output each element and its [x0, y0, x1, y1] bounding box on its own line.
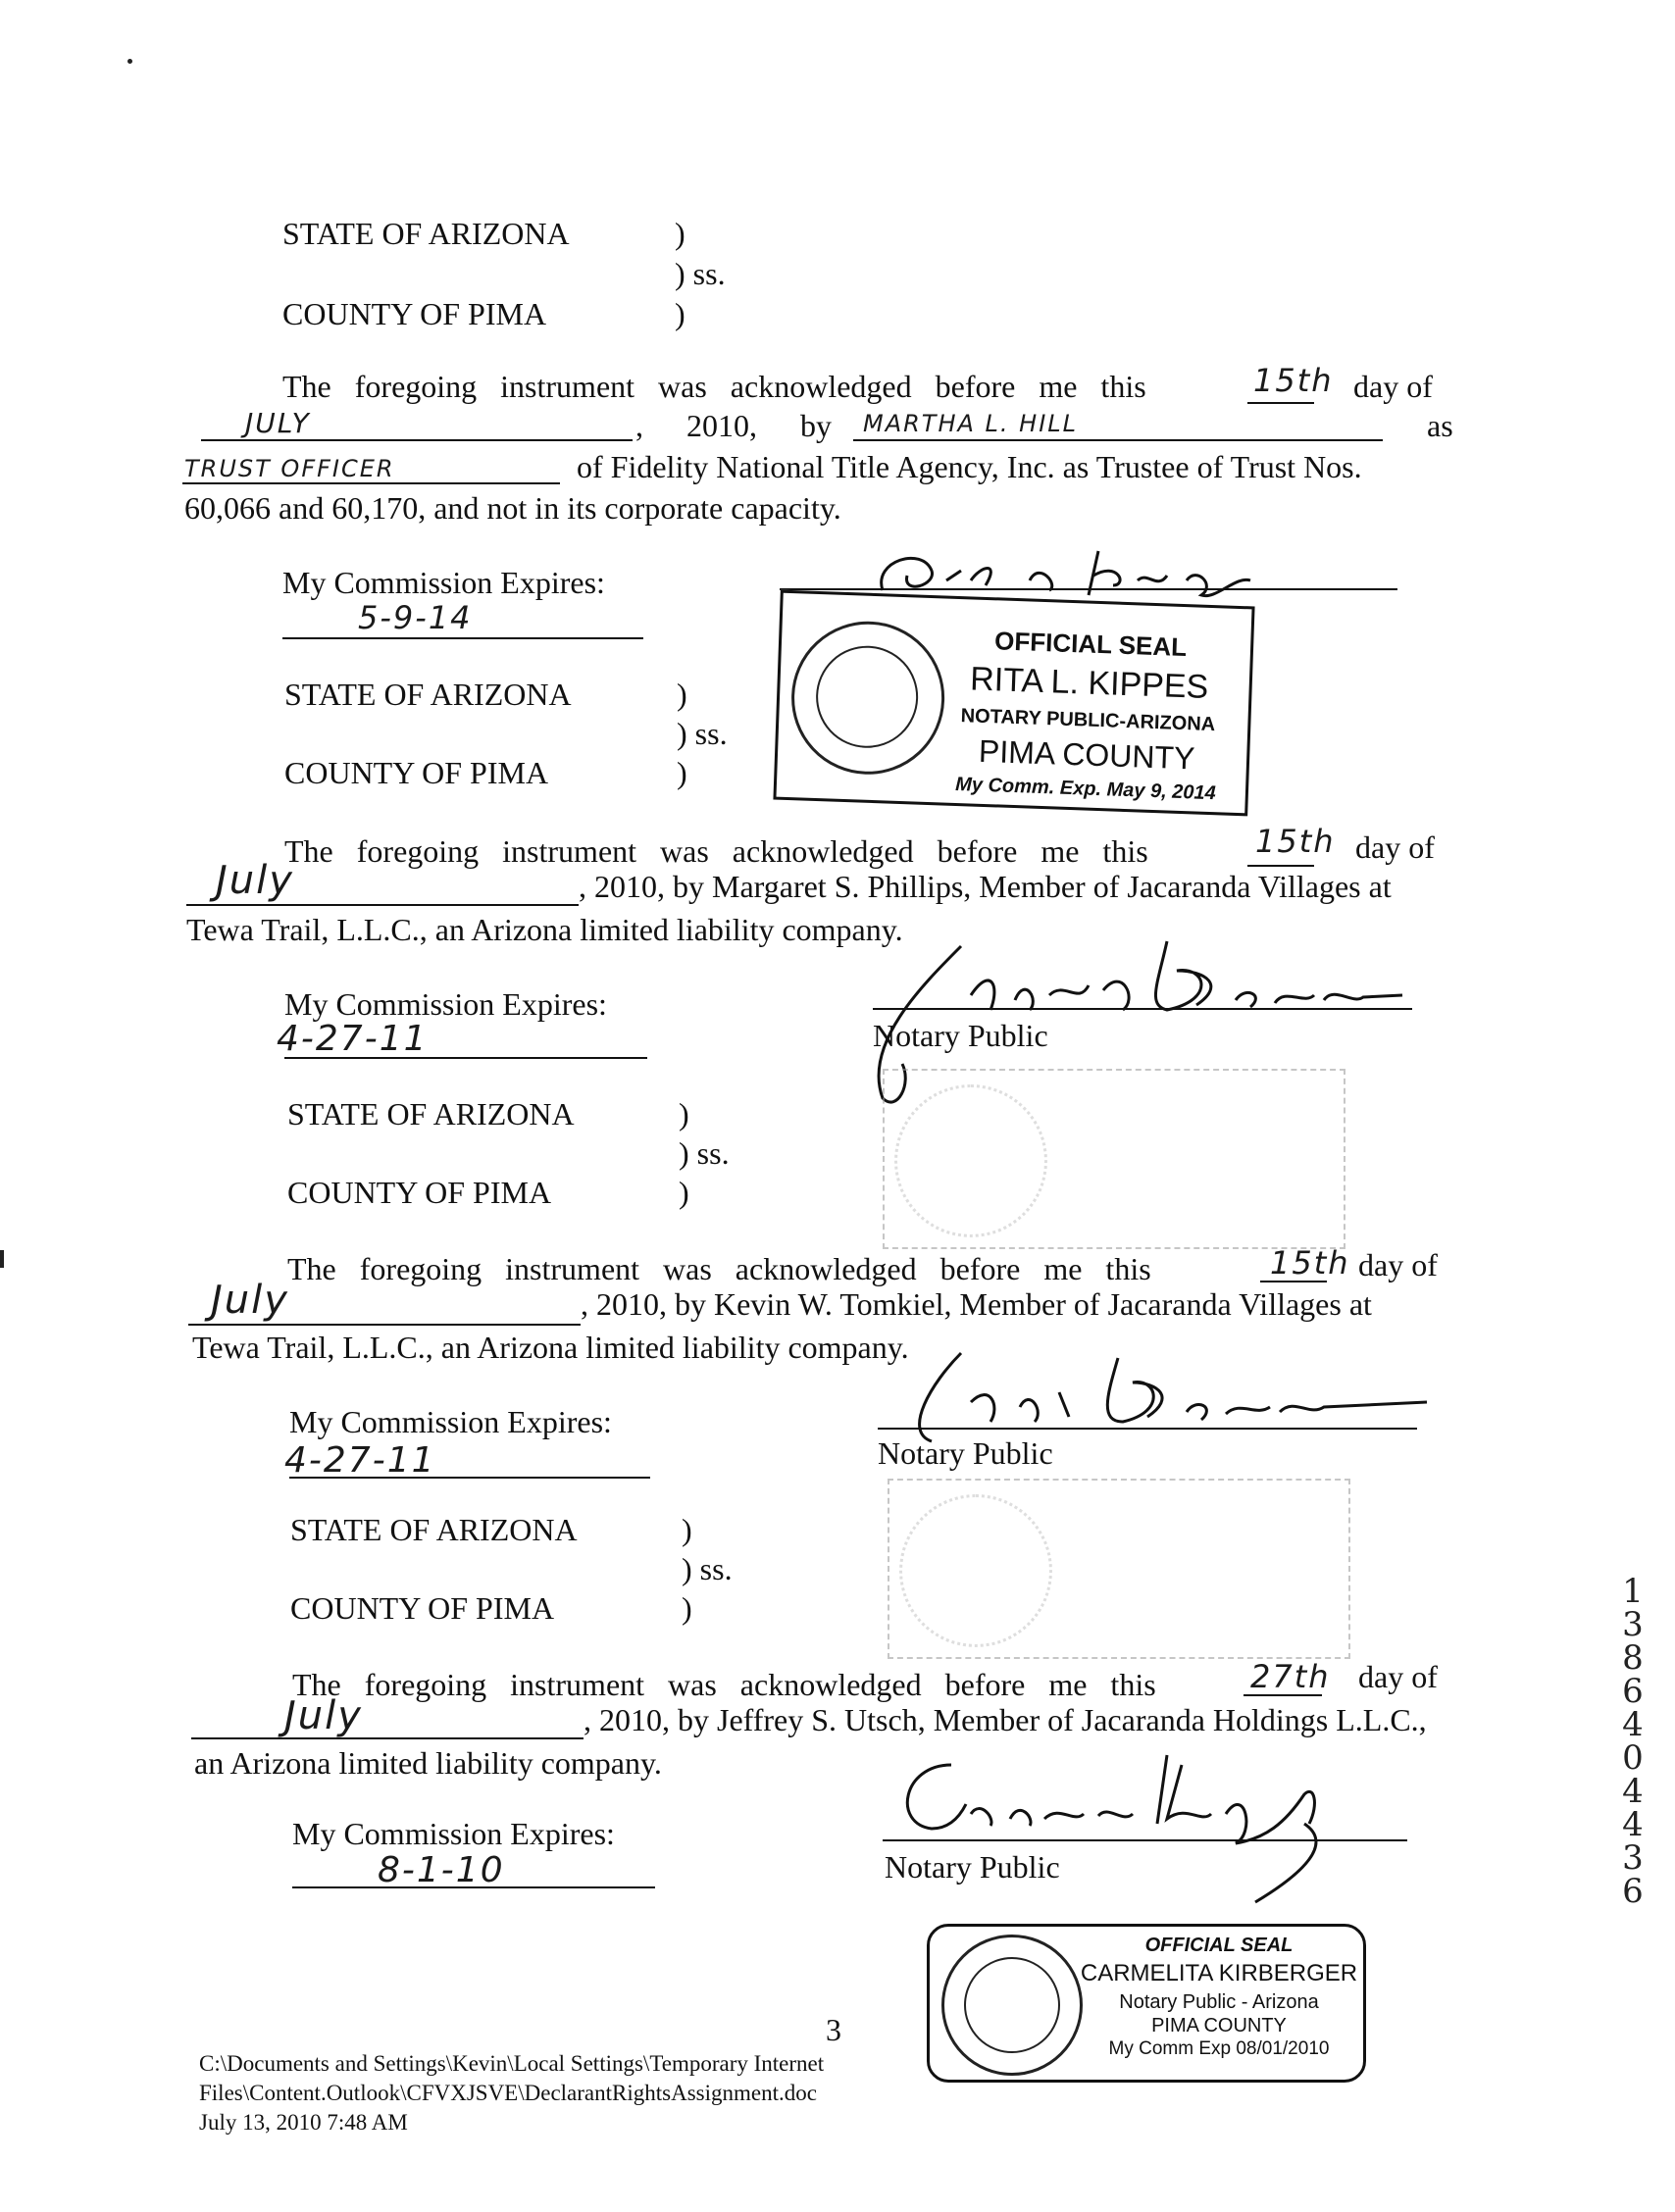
- commission-label: My Commission Expires:: [292, 1816, 615, 1851]
- state-heading: STATE OF ARIZONA: [284, 677, 572, 712]
- county-heading: COUNTY OF PIMA: [284, 755, 549, 790]
- recording-digit: 0: [1622, 1738, 1644, 1778]
- scan-speck: [0, 1250, 4, 1268]
- recording-digit: 1: [1622, 1572, 1644, 1611]
- state-heading: STATE OF ARIZONA: [282, 216, 570, 251]
- county-heading: COUNTY OF PIMA: [290, 1590, 555, 1626]
- bracket: ): [675, 296, 685, 331]
- commission-label: My Commission Expires:: [284, 986, 607, 1022]
- notary-public-label: Notary Public: [885, 1849, 1060, 1885]
- company-text: an Arizona limited liability company.: [194, 1745, 662, 1781]
- trust-nos-text: 60,066 and 60,170, and not in its corporate capacity.: [184, 490, 841, 526]
- commission-label: My Commission Expires:: [289, 1404, 612, 1439]
- trustee-text: of Fidelity National Title Agency, Inc. as Trustee of Trust Nos.: [577, 449, 1362, 484]
- day-of-label: day of: [1358, 1247, 1438, 1282]
- handwritten-commission-date: 5-9-14: [358, 599, 473, 636]
- bracket: ): [677, 677, 687, 712]
- handwritten-title: TRUST OFFICER: [184, 455, 395, 482]
- handwritten-commission-date: 4-27-11: [277, 1019, 429, 1059]
- recording-digit: 6: [1622, 1872, 1644, 1911]
- bracket: ): [675, 216, 685, 251]
- acknowledgment-text: The foregoing instrument was acknowledged before me this: [287, 1251, 1151, 1286]
- handwritten-day: 15th: [1253, 362, 1334, 399]
- signer-text: , 2010, by Kevin W. Tomkiel, Member of Jacaranda Villages at: [581, 1286, 1372, 1322]
- state-heading: STATE OF ARIZONA: [287, 1096, 575, 1131]
- county-heading: COUNTY OF PIMA: [282, 296, 547, 331]
- year-by-text: , 2010, by: [635, 408, 832, 443]
- recording-digit: 4: [1622, 1805, 1644, 1844]
- bracket: ): [682, 1590, 692, 1626]
- commission-label: My Commission Expires:: [282, 565, 605, 600]
- handwritten-month: July: [211, 1278, 289, 1323]
- ss-mark: ) ss.: [679, 1135, 730, 1171]
- footer-file-path: Files\Content.Outlook\CFVXJSVE\DeclarantRightsAssignment.doc: [199, 2081, 817, 2105]
- recording-digit: 4: [1622, 1772, 1644, 1811]
- acknowledgment-text: The foregoing instrument was acknowledged before me this: [282, 369, 1146, 404]
- as-label: as: [1427, 408, 1453, 443]
- bracket: ): [679, 1096, 689, 1131]
- handwritten-month: July: [216, 858, 294, 903]
- handwritten-day: 15th: [1270, 1244, 1350, 1282]
- state-heading: STATE OF ARIZONA: [290, 1512, 578, 1547]
- ss-mark: ) ss.: [675, 256, 726, 291]
- recording-digit: 3: [1622, 1838, 1644, 1878]
- ss-mark: ) ss.: [677, 716, 728, 751]
- acknowledgment-text: The foregoing instrument was acknowledged before me this: [292, 1667, 1156, 1702]
- footer-date: July 13, 2010 7:48 AM: [199, 2110, 408, 2135]
- state-seal-icon: [788, 619, 946, 777]
- recording-digit: 8: [1622, 1638, 1644, 1678]
- faded-seal-stamp: [883, 1069, 1345, 1249]
- footer-file-path: C:\Documents and Settings\Kevin\Local Settings\Temporary Internet: [199, 2051, 825, 2076]
- recording-digit: 3: [1622, 1605, 1644, 1644]
- county-heading: COUNTY OF PIMA: [287, 1175, 552, 1210]
- handwritten-name: MARTHA L. HILL: [863, 410, 1079, 437]
- notary-public-label: Notary Public: [878, 1435, 1053, 1471]
- recording-digit: 4: [1622, 1705, 1644, 1744]
- acknowledgment-text: The foregoing instrument was acknowledged before me this: [284, 833, 1148, 869]
- notary-public-label: Notary Public: [873, 1018, 1048, 1053]
- state-seal-icon: [941, 1935, 1083, 2076]
- ss-mark: ) ss.: [682, 1551, 733, 1586]
- notary-signature: [873, 1745, 1383, 1912]
- recording-digit: 6: [1622, 1672, 1644, 1711]
- page-number: 3: [826, 2012, 841, 2047]
- handwritten-commission-date: 4-27-11: [284, 1440, 436, 1481]
- handwritten-month: July: [284, 1693, 363, 1738]
- handwritten-month: JULY: [245, 407, 311, 439]
- handwritten-commission-date: 8-1-10: [378, 1850, 505, 1890]
- bracket: ): [677, 755, 687, 790]
- official-seal-stamp: OFFICIAL SEAL RITA L. KIPPES NOTARY PUBLIC-ARIZONA PIMA COUNTY My Comm. Exp. May 9, 2014: [773, 590, 1254, 817]
- signer-text: , 2010, by Margaret S. Phillips, Member of Jacaranda Villages at: [579, 869, 1392, 904]
- day-of-label: day of: [1353, 369, 1433, 404]
- day-of-label: day of: [1358, 1659, 1438, 1694]
- scan-speck: [127, 59, 132, 64]
- handwritten-day: 15th: [1255, 823, 1336, 860]
- bracket: ): [679, 1175, 689, 1210]
- day-of-label: day of: [1355, 830, 1435, 865]
- bracket: ): [682, 1512, 692, 1547]
- signer-text: , 2010, by Jeffrey S. Utsch, Member of Jacaranda Holdings L.L.C.,: [584, 1702, 1427, 1737]
- company-text: Tewa Trail, L.L.C., an Arizona limited liability company.: [192, 1330, 909, 1365]
- company-text: Tewa Trail, L.L.C., an Arizona limited liability company.: [186, 912, 903, 947]
- handwritten-day: 27th: [1250, 1658, 1331, 1695]
- official-seal-stamp: OFFICIAL SEAL CARMELITA KIRBERGER Notary Public - Arizona PIMA COUNTY My Comm Exp 08/01/2010: [927, 1924, 1366, 2083]
- faded-seal-stamp: [888, 1479, 1350, 1659]
